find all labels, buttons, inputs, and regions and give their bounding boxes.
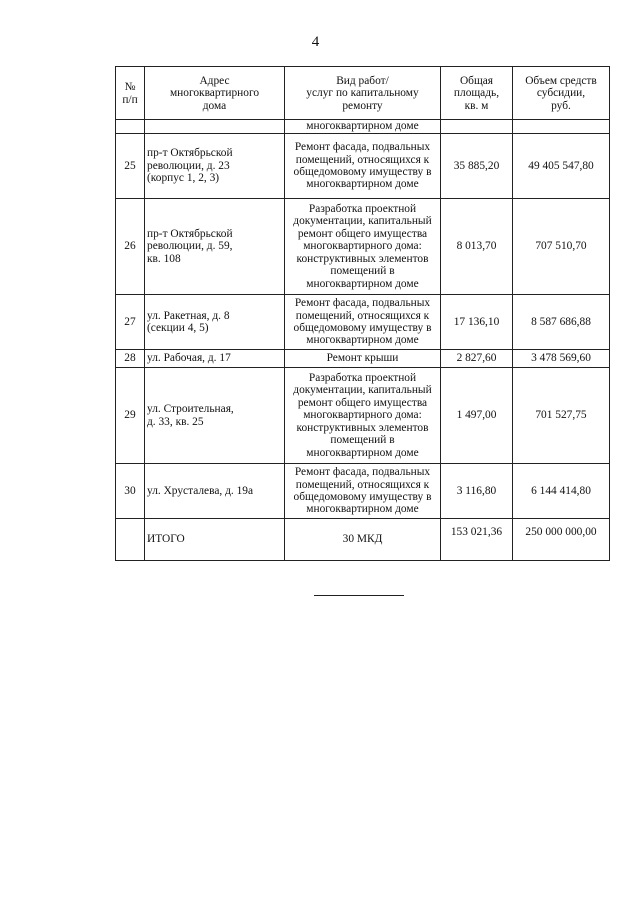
cell-line: многоквартирном доме <box>306 277 419 290</box>
cell-address <box>145 350 285 368</box>
cell-area: 35 885,20 <box>441 134 513 199</box>
total-area: 153 021,36 <box>441 519 513 561</box>
header-num <box>116 67 145 120</box>
total-row <box>116 519 610 561</box>
cell-line: Адрес <box>199 74 230 87</box>
cell-line: многоквартирного дома: <box>303 240 422 253</box>
cell-line: Ремонт фасада, подвальных <box>294 297 431 310</box>
cell-work <box>285 464 441 519</box>
cell-num: 29 <box>116 368 145 464</box>
cell-line: помещений в <box>330 434 395 447</box>
cell-subsidy: 707 510,70 <box>513 199 610 295</box>
cell-area: 2 827,60 <box>441 350 513 368</box>
cell-line: многоквартирного <box>169 87 260 100</box>
table-row <box>116 464 610 519</box>
cell-line: д. 33, кв. 25 <box>147 415 204 428</box>
cell-area: 8 013,70 <box>441 199 513 295</box>
cell-line: ремонт общего имущества <box>297 227 428 240</box>
cell-num: 26 <box>116 199 145 295</box>
cell-subsidy: 3 478 569,60 <box>513 350 610 368</box>
cell-line: ул. Рабочая, д. 17 <box>147 352 231 365</box>
cell-line: помещений в <box>330 265 395 278</box>
cell-line: помещений, относящихся к <box>295 309 430 322</box>
cell-area: 3 116,80 <box>441 464 513 519</box>
cell-num <box>116 120 145 134</box>
cell-area: 17 136,10 <box>441 295 513 350</box>
cell-line: Объем средств <box>525 74 597 87</box>
signature-line <box>314 595 404 596</box>
cell-line: документации, капитальный <box>293 215 432 228</box>
cell-line: ремонт общего имущества <box>297 396 428 409</box>
cell-line: Ремонт фасада, подвальных <box>294 141 431 154</box>
cell-line: многоквартирном доме <box>306 120 419 132</box>
cell-line: революции, д. 23 <box>147 159 230 172</box>
cell-area: 1 497,00 <box>441 368 513 464</box>
cell-num: 25 <box>116 134 145 199</box>
page-number: 4 <box>311 34 320 50</box>
cell-line: Общая <box>459 74 494 87</box>
cell-line: Разработка проектной <box>308 203 417 216</box>
cell-line: пр-т Октябрьской <box>147 147 233 160</box>
table-row <box>116 134 610 199</box>
cell-work <box>285 120 441 134</box>
cell-work <box>285 368 441 464</box>
cell-line: ремонту <box>342 99 383 112</box>
header-area <box>441 67 513 120</box>
subsidy-table <box>115 66 610 561</box>
cell-line: Вид работ/ <box>336 74 389 87</box>
cell-line: помещений, относящихся к <box>295 478 430 491</box>
cell-line: революции, д. 59, <box>147 240 233 253</box>
cell-work <box>285 199 441 295</box>
cell-line: субсидии, <box>536 87 586 100</box>
cell-line: Ремонт крыши <box>326 352 399 365</box>
cell-line: общедомовому имуществу в <box>293 491 432 503</box>
table-row <box>116 199 610 295</box>
cell-line: пр-т Октябрьской <box>147 227 233 240</box>
cell-line: (секции 4, 5) <box>147 322 209 334</box>
cell-line: руб. <box>551 99 571 112</box>
header-subsidy <box>513 67 610 120</box>
table-row <box>116 350 610 368</box>
cell-address <box>145 120 285 134</box>
cell-line: № <box>124 81 136 94</box>
cell-subsidy: 8 587 686,88 <box>513 295 610 350</box>
cell-line: многоквартирном доме <box>306 503 419 516</box>
cell-line: многоквартирного дома: <box>303 409 422 422</box>
cell-line: многоквартирном доме <box>306 334 419 347</box>
cell-line: п/п <box>122 93 138 106</box>
cell-line: помещений, относящихся к <box>295 153 430 166</box>
cell-work <box>285 295 441 350</box>
cell-line: ул. Строительная, <box>147 403 234 416</box>
cell-line: кв. м <box>464 99 489 112</box>
cell-address <box>145 295 285 350</box>
total-subsidy: 250 000 000,00 <box>513 519 610 561</box>
table-row <box>116 368 610 464</box>
cell-line: конструктивных элементов <box>296 252 429 265</box>
cell-line: дома <box>202 99 227 112</box>
cell-subsidy <box>513 120 610 134</box>
cell-line: услуг по капитальному <box>306 87 419 100</box>
cell-num: 27 <box>116 295 145 350</box>
table-row <box>116 295 610 350</box>
cell-line: многоквартирном доме <box>306 178 419 191</box>
cell-line: общедомовому имуществу в <box>293 322 432 334</box>
cell-line: кв. 108 <box>147 252 181 265</box>
cell-address <box>145 464 285 519</box>
cell-line: ул. Хрусталева, д. 19а <box>147 484 254 497</box>
total-work: 30 МКД <box>285 519 441 561</box>
cell-line: (корпус 1, 2, 3) <box>147 172 220 185</box>
cell-address <box>145 134 285 199</box>
cell-line: общедомовому имуществу в <box>293 166 432 178</box>
cell-area <box>441 120 513 134</box>
cell-line: ул. Ракетная, д. 8 <box>147 309 230 322</box>
table-header-row <box>116 67 610 120</box>
cell-line: площадь, <box>453 87 500 100</box>
cell-work <box>285 134 441 199</box>
cell-work <box>285 350 441 368</box>
cell-subsidy: 701 527,75 <box>513 368 610 464</box>
cell-line: Ремонт фасада, подвальных <box>294 466 431 479</box>
cell-num: 30 <box>116 464 145 519</box>
cell-address <box>145 199 285 295</box>
cell-line: Разработка проектной <box>308 372 417 385</box>
cell-num <box>116 519 145 561</box>
cell-subsidy: 49 405 547,80 <box>513 134 610 199</box>
continuation-row <box>116 120 610 134</box>
header-work <box>285 67 441 120</box>
cell-num: 28 <box>116 350 145 368</box>
header-address <box>145 67 285 120</box>
cell-subsidy: 6 144 414,80 <box>513 464 610 519</box>
total-label: ИТОГО <box>145 519 285 561</box>
cell-line: конструктивных элементов <box>296 421 429 434</box>
cell-line: документации, капитальный <box>293 384 432 397</box>
cell-address <box>145 368 285 464</box>
cell-line: многоквартирном доме <box>306 446 419 459</box>
